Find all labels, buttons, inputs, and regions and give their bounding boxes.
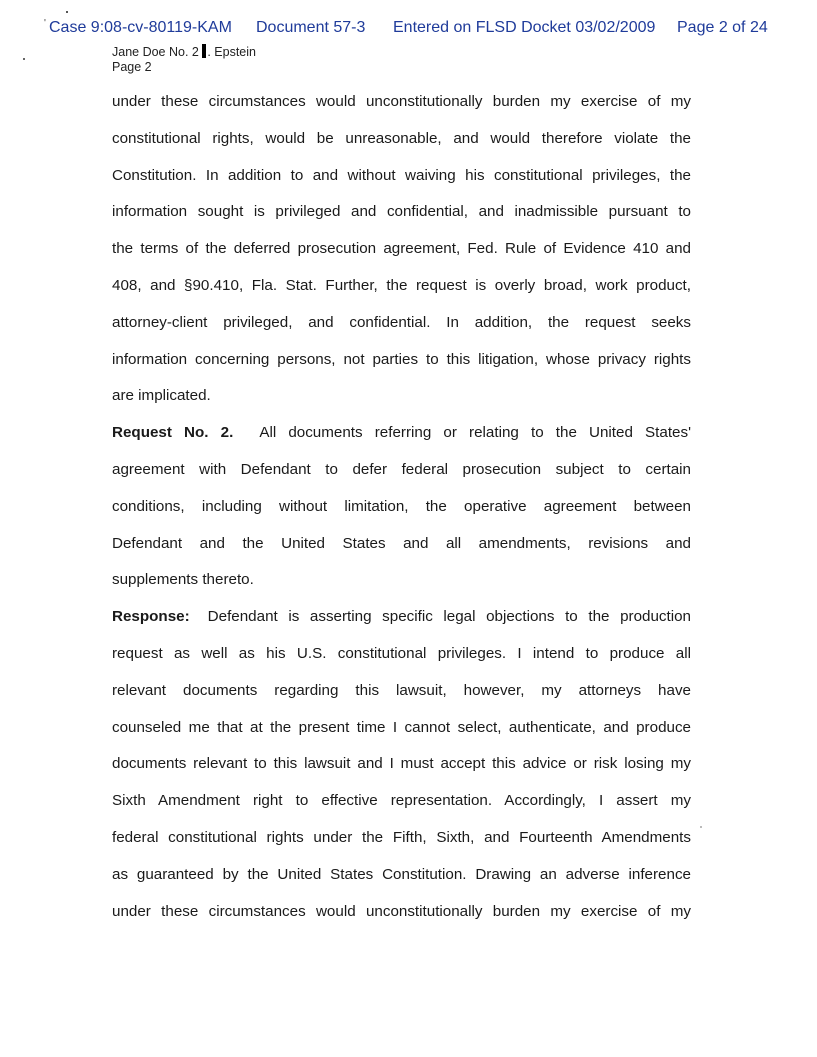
text-line: supplements thereto. [112,571,254,589]
text-line: documents relevant to this lawsuit and I must accept this advice or risk losing my [112,755,691,773]
text-line: constitutional rights, would be unreasonable, and would therefore violate the [112,129,691,147]
case-caption [112,44,256,60]
text-line: under these circumstances would unconstitutionally burden my exercise of my [112,93,691,110]
text-line: 408, and §90.410, Fla. Stat. Further, the request is overly broad, work product, [112,276,691,294]
scan-speck [23,58,25,60]
caption-defendant: . Epstein [207,45,256,59]
text-line: under these circumstances would unconstitutionally burden my exercise of my [112,902,691,920]
caption-plaintiff: Jane Doe No. 2 [112,45,199,59]
response-first-line [112,603,691,640]
text-line: information concerning persons, not parties to this litigation, whose privacy rights [112,350,691,368]
text-line: attorney-client privileged, and confidential. In addition, the request seeks [112,313,691,331]
text-line: information sought is privileged and confidential, and inadmissible pursuant to [112,203,691,221]
text-line: relevant documents regarding this lawsuit, however, my attorneys have [112,681,691,699]
stamp-page-count: Page 2 of 24 [677,19,768,36]
stamp-entered-date: Entered on FLSD Docket 03/02/2009 [393,19,656,36]
text-line: request as well as his U.S. constitutional privileges. I intend to produce all [112,644,691,662]
text-line: are implicated. [112,387,211,405]
response-2 [112,603,691,934]
scan-tick-mark: ' [44,18,46,29]
court-filing-stamp [0,18,817,38]
response-label: Response: [112,608,190,626]
text-line: Defendant and the United States and all amendments, revisions and [112,534,691,552]
stamp-case-number: Case 9:08-cv-80119-KAM [49,19,232,36]
request-no-2 [112,419,691,603]
request-first-line [112,419,691,456]
text-line: agreement with Defendant to defer federal prosecution subject to certain [112,460,691,478]
text-line: Sixth Amendment right to effective representation. Accordingly, I assert my [112,792,691,810]
paragraph-objection [112,88,691,419]
text-line: Constitution. In addition to and without waiving his constitutional privileges, the [112,166,691,184]
stamp-document-number: Document 57-3 [256,19,366,36]
scan-speck [66,11,68,13]
text-line: the terms of the deferred prosecution agreement, Fed. Rule of Evidence 410 and [112,240,691,258]
page-header [112,44,256,75]
text-line: counseled me that at the present time I cannot select, authenticate, and produce [112,718,691,736]
request-label: Request No. 2. [112,424,234,442]
page-label: Page 2 [112,60,152,74]
scan-speck [700,826,702,828]
response-first-text: Defendant is asserting specific legal objections to the production [207,608,691,626]
text-line: federal constitutional rights under the Fifth, Sixth, and Fourteenth Amendments [112,828,691,846]
document-body [112,88,691,934]
text-line: conditions, including without limitation, the operative agreement between [112,497,691,515]
redaction-bar [202,44,206,58]
request-first-text: All documents referring or relating to the United States' [259,424,691,442]
text-line: as guaranteed by the United States Constitution. Drawing an adverse inference [112,865,691,883]
